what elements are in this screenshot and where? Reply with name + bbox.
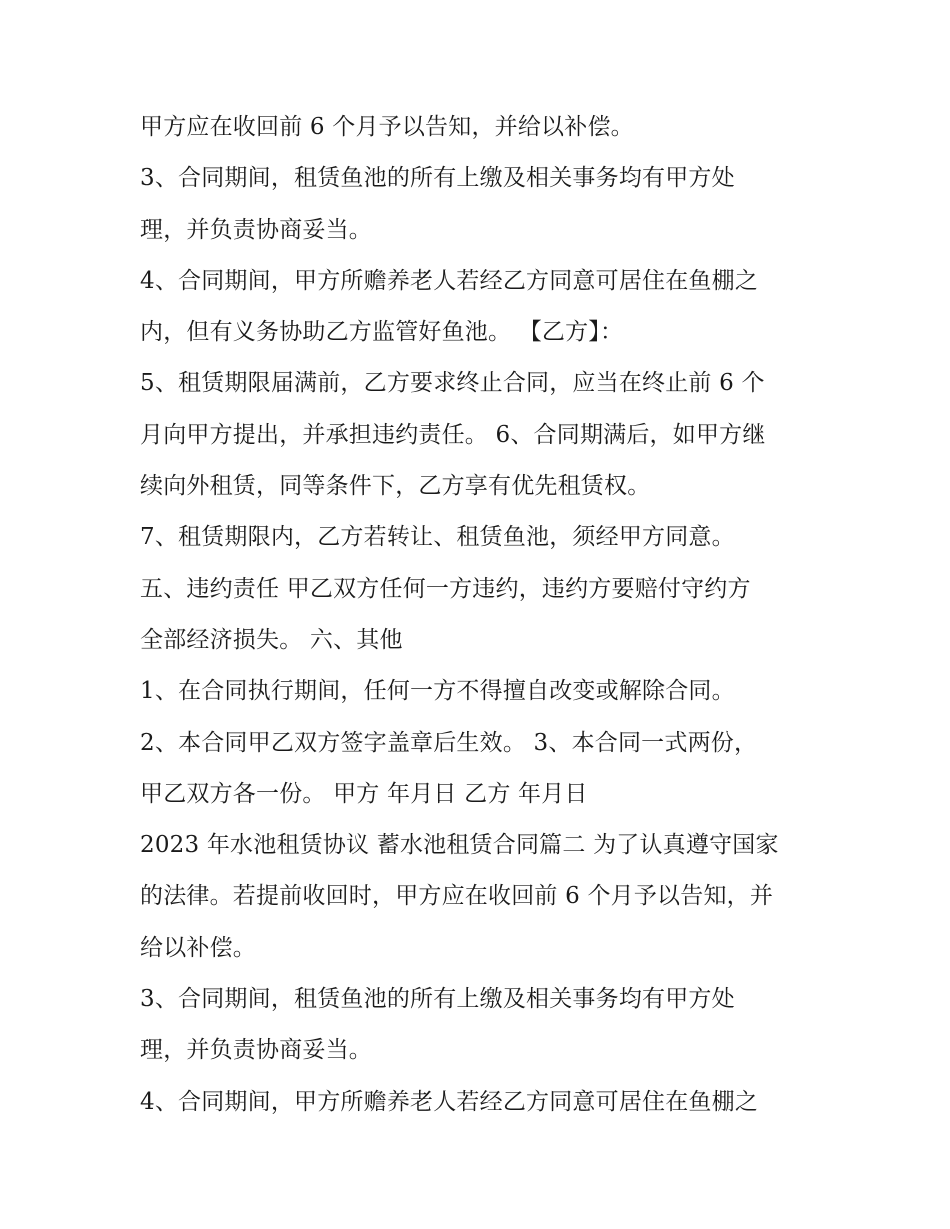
text-line: 3、合同期间，租赁鱼池的所有上缴及相关事务均有甲方处 [140,986,735,1013]
text-line: 的法律。若提前收回时，甲方应在收回前 6 个月予以告知，并 [140,883,774,910]
text-line: 7、租赁期限内，乙方若转让、租赁鱼池，须经甲方同意。 [140,524,735,551]
text-line: 理，并负责协商妥当。 [140,216,372,243]
text-line: 1、在合同执行期间，任何一方不得擅自改变或解除合同。 [140,678,735,705]
text-line: 4、合同期间，甲方所赡养老人若经乙方同意可居住在鱼棚之 [140,1088,759,1115]
text-line: 2023 年水池租赁协议 蓄水池租赁合同篇二 为了认真遵守国家 [140,832,779,859]
text-line: 理，并负责协商妥当。 [140,1037,372,1064]
text-line: 内，但有义务协助乙方监管好鱼池。 【乙方】： [140,319,624,346]
text-line: 全部经济损失。 六、其他 [140,626,403,653]
text-line: 给以补偿。 [140,934,256,961]
text-line: 2、本合同甲乙双方签字盖章后生效。 3、本合同一式两份， [140,729,758,756]
text-line: 5、租赁期限届满前，乙方要求终止合同，应当在终止前 6 个 [140,370,765,397]
text-line: 续向外租赁，同等条件下，乙方享有优先租赁权。 [140,473,651,500]
text-line: 4、合同期间，甲方所赡养老人若经乙方同意可居住在鱼棚之 [140,267,759,294]
text-line: 月向甲方提出，并承担违约责任。 6、合同期满后，如甲方继 [140,421,766,448]
document-body [140,102,820,1128]
text-line: 甲方应在收回前 6 个月予以告知，并给以补偿。 [140,114,634,140]
text-line: 3、合同期间，租赁鱼池的所有上缴及相关事务均有甲方处 [140,165,735,192]
text-line: 甲乙双方各一份。 甲方 年月日 乙方 年月日 [140,780,588,807]
text-line: 五、违约责任 甲乙双方任何一方违约，违约方要赔付守约方 [140,575,751,602]
